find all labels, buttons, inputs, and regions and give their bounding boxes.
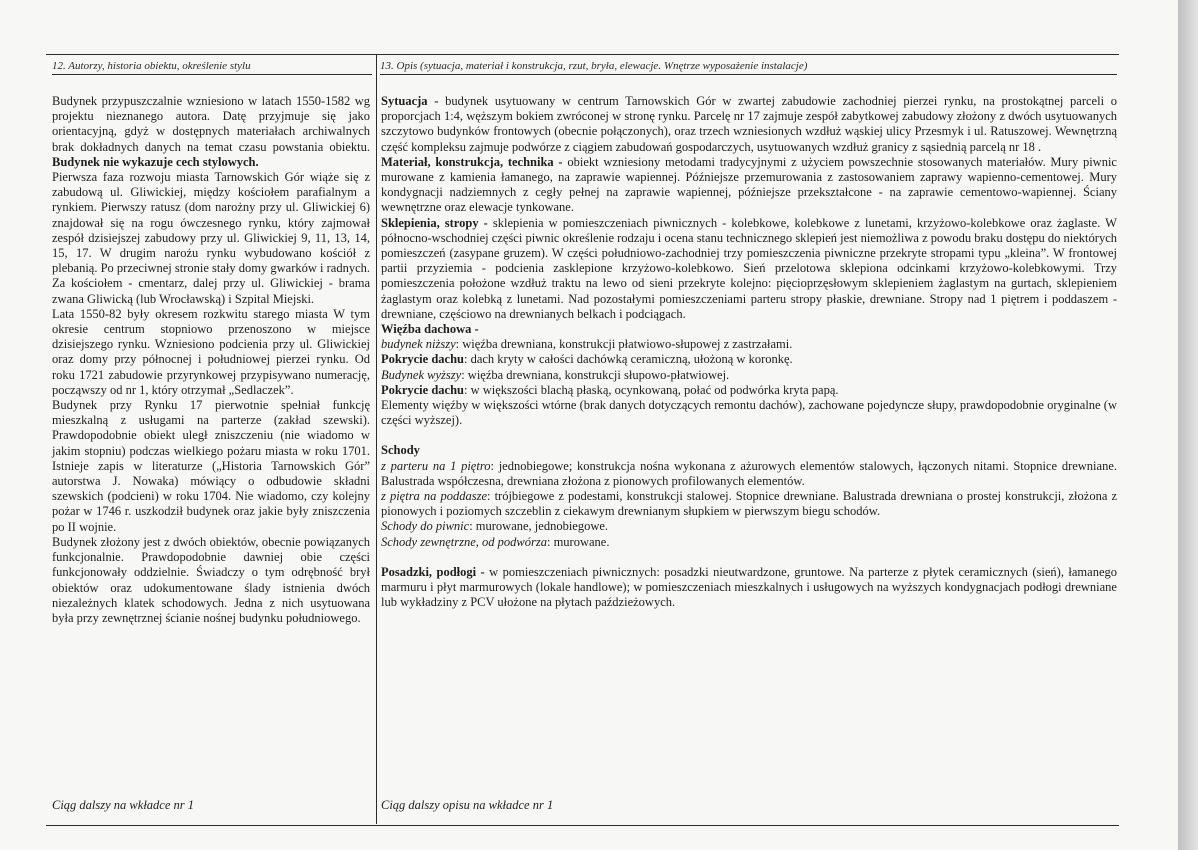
stairs-1-text: : jednobiegowe; konstrukcja nośna wykonana z ażurowych elementów stalowych, łączonych nitami. Stopnice drewniane. Balustrada współczesna, drewniana złożona z pionowych profilowanych elementów. (381, 458, 1117, 488)
history-paragraph-1 (52, 94, 370, 170)
section-material (381, 155, 1117, 216)
floors-text: w pomieszczeniach piwnicznych: posadzki nieutwardzone, gruntowe. Na parterze z płytek ceramicznych (sień), łamanego marmuru i płyt marmurowych (lokale handlowe); w pomieszczeniach mieszkalnych i usługowych na wyższych kondygnacjach podłogi drewniane lub wykładziny z PCV ułożone na płytach paździeżowych. (381, 564, 1117, 610)
stairs-2-label: z piętra na poddasze (381, 489, 488, 504)
description-continuation-note: Ciąg dalszy opisu na wkładce nr 1 (381, 798, 554, 812)
roof-higher-text: : więźba drewniana, konstrukcji słupowo-płatwiowej. (461, 367, 730, 382)
roof-lower-label: budynek niższy (381, 337, 456, 352)
roof-covering-text-1: : dach kryty w całości dachówką ceramiczną, ułożoną w koronkę. (463, 352, 793, 367)
material-title: Materiał, konstrukcja, technika - (381, 154, 563, 169)
history-paragraph-3: Lata 1550-82 były okresem rozkwitu starego miasta W tym okresie centrum stopniowo przenoszono w miejsce dzisiejszego rynku. Wzniesiono podcienia przy ul. Gliwickiej oraz domy przy północnej i południowej pierzei rynku. Od roku 1721 zabudowie przyrynkowej przypisywano numerację, począwszy od nr 1, który otrzymał „Sedlaczek”. (52, 306, 370, 397)
vaults-title: Sklepienia, stropy - (381, 215, 488, 230)
situation-title: Sytuacja - (381, 94, 439, 108)
scan-edge (1178, 0, 1198, 850)
roof-covering-label-2: Pokrycie dachu (381, 382, 464, 397)
column-divider (376, 54, 377, 824)
roof-lower-text: : więźba drewniana, konstrukcji płatwiowo-słupowej z zastrzałami. (455, 337, 793, 352)
stairs-1-label: z parteru na 1 piętro (381, 458, 491, 473)
history-intro-text: Budynek przypuszczalnie wzniesiono w latach 1550-1582 wg projektu nieznanego autora. Datę przyjmuje się jako orientacyjną, gdyż w dostępnych materiałach archiwalnych brak dokładnych danych na temat czasu powstania obiektu. (52, 94, 370, 154)
section-vaults (381, 216, 1117, 322)
stairs-3-text: : murowane, jednobiegowe. (469, 519, 609, 534)
section-stairs (381, 443, 1117, 549)
history-continuation-note: Ciąg dalszy na wkładce nr 1 (52, 798, 195, 812)
history-column (52, 94, 370, 626)
history-paragraph-5: Budynek złożony jest z dwóch obiektów, obecnie powiązanych funkcjonalnie. Prawdopodobnie dawniej obie części funkcjonowały oddzielnie. Świadczy o tym odrębność brył obiektów oraz udokumentowane ślady istnienia dwóch niezależnych klatek schodowych. Jedna z nich usytuowana była przy zewnętrznej ścianie nośnej budynku południowego. (52, 534, 370, 625)
description-column (381, 94, 1117, 611)
section-roof (381, 322, 1117, 428)
floors-title: Posadzki, podłogi - (381, 564, 485, 579)
stairs-2-text: : trójbiegowe z podestami, konstrukcji stalowej. Stopnice drewniane. Balustrada drewniana o prostej konstrukcji, złożona z pionowych i poziomych szczeblin z ciekawym drewnianym słupkiem w pierwszym biegu schodów. (381, 489, 1117, 519)
history-paragraph-2: Pierwsza faza rozwoju miasta Tarnowskich Gór wiąże się z zabudową ul. Gliwickiej, między kościołem parafialnym a rynkiem. Pierwszy ratusz (dom narożny przy ul. Gliwickiej 6) znajdował się na rogu ówczesnego rynku, który zajmował zespół dzisiejszej zabudowy przy ul. Gliwickiej 9, 11, 13, 14, 15, 17. W drugim narożu rynku wybudowano kościół z plebanią. Po przeciwnej stronie stały domy gwarków i radnych. Za kościołem - cmentarz, dalej przy ul. Gliwickiej - brama zwana Gliwicką (lub Wrocławską) i Szpital Miejski. (52, 170, 370, 306)
stairs-3-label: Schody do piwnic (381, 519, 470, 534)
roof-covering-label-1: Pokrycie dachu (381, 352, 464, 367)
roof-elements-text: Elementy więźby w większości wtórne (brak danych dotyczących remontu dachów), zachowane pojedyncze słupy, prawdopodobnie oryginalne (w części wyższej). (381, 398, 1117, 428)
stairs-4-label: Schody zewnętrzne, od podwórza (381, 534, 547, 549)
roof-title: Więźba dachowa - (381, 322, 479, 337)
roof-higher-label: Budynek wyższy (381, 367, 462, 382)
history-paragraph-4: Budynek przy Rynku 17 pierwotnie spełniał funkcję mieszkalną z usługami na parterze (zakład szewski). Prawdopodobnie obiekt uległ zniszczeniu (nie wiadomo w jakim stopniu) podczas wielkiego pożaru miasta w roku 1701. Istnieje zapis w literaturze („Historia Tarnowskich Gór” autorstwa J. Nowaka) mówiący o odbudowie składni szewskich (podcieni) w roku 1704. Nie wiadomo, czy kolejny pożar w 1746 r. uszkodził budynek oraz jakie były zniszczenia po II wojnie. (52, 398, 370, 534)
material-text: obiekt wzniesiony metodami tradycyjnymi z użyciem powszechnie stosowanych materiałów. Mury piwnic murowane z kamienia łamanego, na zaprawie wapiennej. Późniejsze przemurowania z zastosowaniem zaprawy wapienno-cementowej. Mury kondygnacji nadziemnych z cegły pełnej na zaprawie wapiennej, późniejsze przekształcone - na zaprawie cementowo-wapiennej. Ściany wewnętrzne oraz elewacje tynkowane. (381, 154, 1117, 215)
section-13-header: 13. Opis (sytuacja, materiał i konstrukcja, rzut, bryła, elewacje. Wnętrze wyposażenie instalacje) (380, 60, 1117, 75)
stairs-4-text: : murowane. (546, 534, 610, 549)
style-statement: Budynek nie wykazuje cech stylowych. (52, 154, 259, 169)
section-situation (381, 94, 1117, 155)
roof-covering-text-2: : w większości blachą płaską, ocynkowaną, połać od podwórka kryta papą. (463, 382, 839, 397)
situation-text: budynek usytuowany w centrum Tarnowskich Gór w zwartej zabudowie zachodniej pierzei rynku, na prostokątnej parceli o proporcjach 1:4, węższym bokiem zwróconej w stronę rynku. Parcelę nr 17 zajmuje zespół zabytkowej zabudowy złożony z dwóch usytuowanych szczytowo budynków frontowych (obecnie połączonych), oraz trzech wzniesionych wzdłuż wąskiej ulicy Przesmyk i ul. Ratuszowej. Wewnętrzną część kompleksu zajmuje podwórze z ciągiem zabudowań gospodarczych, usytuowanych wzdłuż granicy z sąsiednią parcelą nr 18 . (381, 94, 1117, 154)
section-12-header: 12. Autorzy, historia obiektu, określenie stylu (52, 60, 372, 75)
vaults-text: sklepienia w pomieszczeniach piwnicznych - kolebkowe, kolebkowe z lunetami, krzyżowo-kolebkowe oraz żaglaste. W północno-wschodniej części piwnic określenie rodzaju i ocena stanu technicznego sklepień jest niemożliwa z powodu braku dostępu do niektórych pomieszczeń (zasypane gruzem). W części południowo-zachodniej trzy pomieszczenia piwniczne przekryte stropami typu „kleina”. W frontowej partii przyziemia - podcienia zasklepione krzyżowo-kolebkowo. Sień przelotowa sklepiona odcinkami krzyżowo-kolebkowymi. Trzy pomieszczenia położone wzdłuż traktu na lewo od sieni przekryte kolejno: pięcioprzęsłowym sklepieniem żaglastym na gurtach, sklepieniem żaglastym oraz kolebką z lunetami. Nad pozostałymi pomieszczeniami parteru stropy płaskie, drewniane. Stropy nad 1 piętrem i poddaszem - drewniane, częściowo na drewnianych belkach i podciągach. (381, 215, 1117, 321)
stairs-title: Schody (381, 443, 420, 458)
section-floors (381, 565, 1117, 611)
